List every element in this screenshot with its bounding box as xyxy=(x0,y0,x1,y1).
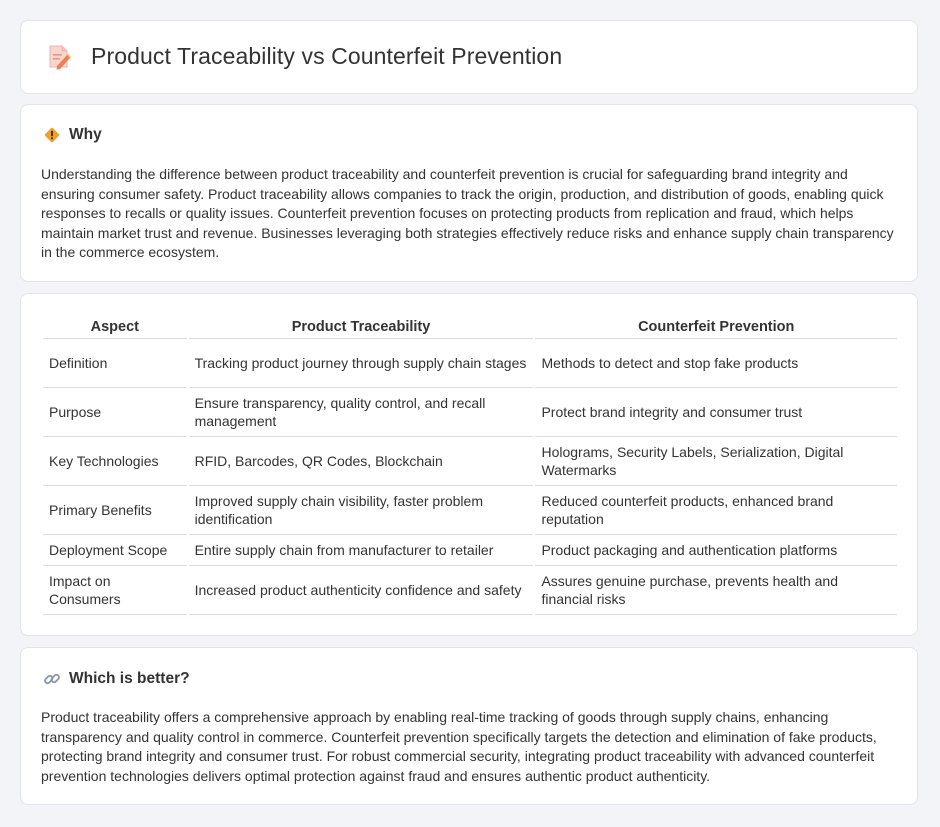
table-cell: Methods to detect and stop fake products xyxy=(534,339,897,388)
comparison-table xyxy=(43,314,897,615)
link-icon xyxy=(43,670,61,688)
table-row xyxy=(43,535,897,566)
table-cell: Holograms, Security Labels, Serialization, Digital Watermarks xyxy=(534,437,897,486)
better-card xyxy=(20,647,918,805)
table-cell: Increased product authenticity confidence and safety xyxy=(188,566,535,615)
diamond-warning-icon xyxy=(43,126,61,144)
title-card xyxy=(20,20,918,94)
better-title: Which is better? xyxy=(69,670,190,687)
table-cell: Primary Benefits xyxy=(43,486,188,535)
page-title: Product Traceability vs Counterfeit Prevention xyxy=(91,43,563,69)
table-cell: Key Technologies xyxy=(43,437,188,486)
table-cell: Improved supply chain visibility, faster problem identification xyxy=(188,486,535,535)
why-text: Understanding the difference between product traceability and counterfeit prevention is crucial for safeguarding brand integrity and ensuring consumer safety. Product traceability allows companies to track the origin, production, and distribution of goods, enabling quick responses to recalls or quality issues. Counterfeit prevention focuses on protecting products from replication and fraud, which helps maintain market trust and revenue. Businesses leveraging both strategies effectively reduce risks and enhance supply chain transparency in the commerce ecosystem. xyxy=(41,166,894,261)
table-cell: Assures genuine purchase, prevents health and financial risks xyxy=(534,566,897,615)
better-text: Product traceability offers a comprehensive approach by enabling real-time tracking of goods through supply chains, enhancing transparency and quality control in commerce. Counterfeit prevention specifically targets the detection and elimination of fake products, protecting brand integrity and consumer trust. For robust commercial security, integrating product traceability with advanced counterfeit prevention technologies delivers optimal protection against fraud and ensures authentic product authenticity. xyxy=(41,709,877,784)
header-traceability: Product Traceability xyxy=(188,314,535,339)
table-row xyxy=(43,339,897,388)
table-cell: RFID, Barcodes, QR Codes, Blockchain xyxy=(188,437,535,486)
table-row xyxy=(43,388,897,437)
table-cell: Definition xyxy=(43,339,188,388)
table-row xyxy=(43,486,897,535)
why-card xyxy=(20,104,918,282)
table-cell: Purpose xyxy=(43,388,188,437)
table-row xyxy=(43,566,897,615)
better-heading xyxy=(43,670,190,688)
table-cell: Reduced counterfeit products, enhanced brand reputation xyxy=(534,486,897,535)
table-row xyxy=(43,437,897,486)
table-header-row xyxy=(43,314,897,339)
comparison-card xyxy=(20,293,918,636)
header-counterfeit: Counterfeit Prevention xyxy=(534,314,897,339)
table-cell: Deployment Scope xyxy=(43,535,188,566)
title-row xyxy=(47,43,562,70)
why-title: Why xyxy=(69,126,102,143)
why-heading xyxy=(43,126,102,144)
document-pencil-icon xyxy=(47,44,71,70)
table-cell: Product packaging and authentication platforms xyxy=(534,535,897,566)
table-cell: Entire supply chain from manufacturer to retailer xyxy=(188,535,535,566)
table-cell: Protect brand integrity and consumer trust xyxy=(534,388,897,437)
header-aspect: Aspect xyxy=(43,314,188,339)
table-cell: Ensure transparency, quality control, and recall management xyxy=(188,388,535,437)
table-cell: Tracking product journey through supply chain stages xyxy=(188,339,535,388)
table-cell: Impact on Consumers xyxy=(43,566,188,615)
